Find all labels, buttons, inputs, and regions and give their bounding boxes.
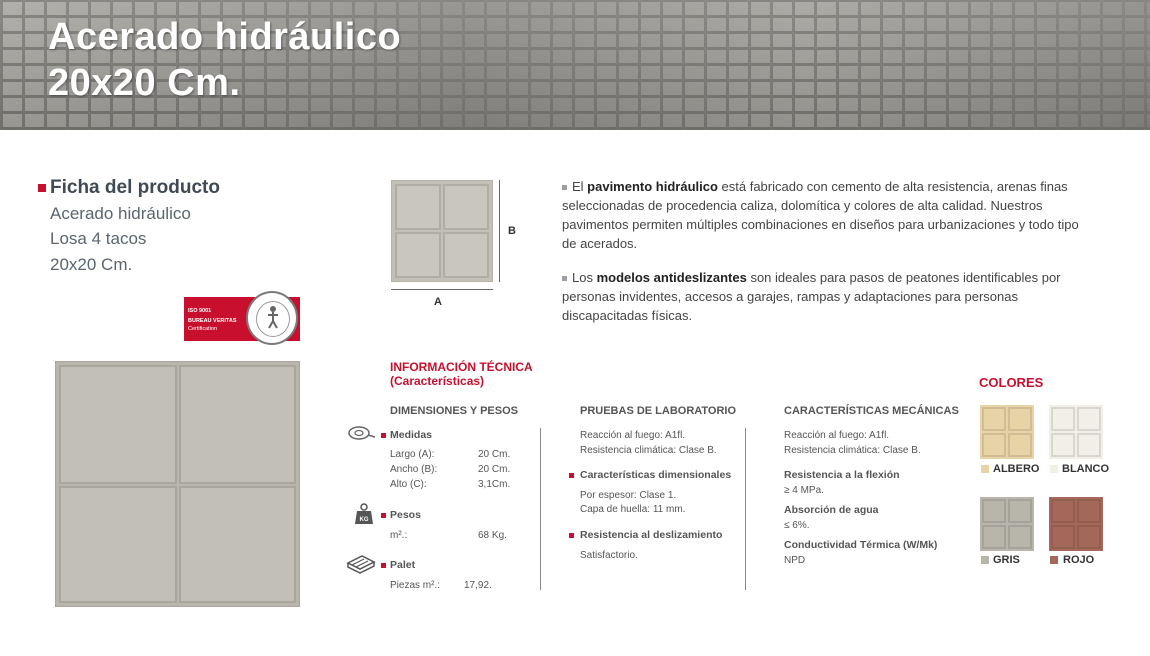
dimension-line-b bbox=[499, 180, 500, 282]
swatch-boss bbox=[1051, 407, 1075, 431]
info-title-line2: (Características) bbox=[390, 374, 485, 388]
bullet-icon bbox=[381, 433, 386, 438]
ficha-model: Losa 4 tacos bbox=[50, 229, 147, 248]
dimensionales-header: Características dimensionales bbox=[580, 469, 732, 481]
ficha-size: 20x20 Cm. bbox=[50, 255, 133, 274]
largo-label: Largo (A): bbox=[390, 449, 435, 460]
tile-diagram bbox=[391, 180, 493, 282]
bullet-icon bbox=[569, 533, 574, 538]
tile-boss bbox=[179, 365, 296, 484]
cert-bureau: BUREAU VERITAS bbox=[188, 318, 237, 324]
bullet-icon bbox=[562, 276, 567, 281]
color-swatch-blanco bbox=[1049, 405, 1103, 459]
swatch-boss bbox=[1008, 433, 1032, 457]
largo-value: 20 Cm. bbox=[478, 449, 511, 460]
svg-text:KG: KG bbox=[359, 517, 369, 523]
swatch-boss bbox=[1077, 525, 1101, 549]
deslizamiento-header: Resistencia al deslizamiento bbox=[580, 529, 723, 541]
seal-figure-icon bbox=[264, 305, 282, 329]
piezas-label: Piezas m².: bbox=[390, 580, 441, 591]
m2-value: 68 Kg. bbox=[478, 530, 507, 541]
espesor-value: Por espesor: Clase 1. bbox=[580, 490, 677, 501]
bullet-icon bbox=[381, 563, 386, 568]
cert-iso: ISO 9001 bbox=[188, 308, 212, 314]
tile-boss bbox=[395, 184, 441, 230]
m2-label: m².: bbox=[390, 530, 408, 541]
color-label-gris: GRIS bbox=[993, 554, 1020, 566]
banner-title-line1: Acerado hidráulico bbox=[48, 16, 402, 58]
colores-title: COLORES bbox=[979, 375, 1044, 390]
absorcion-value: ≤ 6%. bbox=[784, 520, 810, 531]
cert-certification: Certification bbox=[188, 326, 218, 332]
swatch-boss bbox=[982, 407, 1006, 431]
pallet-icon bbox=[346, 553, 376, 575]
pruebas-resistencia: Resistencia climática: Clase B. bbox=[580, 445, 717, 456]
flexion-value: ≥ 4 MPa. bbox=[784, 485, 824, 496]
swatch-boss bbox=[1008, 407, 1032, 431]
weight-kg-icon bbox=[354, 503, 374, 525]
bullet-icon bbox=[569, 473, 574, 478]
dimensiones-header: DIMENSIONES Y PESOS bbox=[390, 405, 518, 417]
tile-boss bbox=[179, 486, 296, 603]
ancho-value: 20 Cm. bbox=[478, 464, 511, 475]
pruebas-header: PRUEBAS DE LABORATORIO bbox=[580, 405, 737, 417]
bullet-icon bbox=[562, 185, 567, 190]
swatch-boss bbox=[1077, 407, 1101, 431]
color-chip-gris bbox=[981, 556, 989, 564]
flexion-label: Resistencia a la flexión bbox=[784, 469, 900, 481]
tile-boss bbox=[59, 365, 177, 484]
piezas-value: 17,92. bbox=[464, 580, 492, 591]
color-label-blanco: BLANCO bbox=[1062, 463, 1110, 475]
color-label-albero: ALBERO bbox=[993, 463, 1040, 475]
description-paragraph-2: Los modelos antideslizantes son ideales para pasos de peatones identificables por personas invidentes, accesos a garajes, rampas y adaptaciones para personas discapacitadas físicas. bbox=[562, 270, 1061, 323]
color-chip-albero bbox=[981, 465, 989, 473]
column-divider bbox=[745, 428, 746, 590]
swatch-boss bbox=[1008, 525, 1032, 549]
alto-label: Alto (C): bbox=[390, 479, 427, 490]
absorcion-label: Absorción de agua bbox=[784, 504, 879, 516]
pruebas-reaccion: Reacción al fuego: A1fl. bbox=[580, 430, 686, 441]
color-swatch-rojo bbox=[1049, 497, 1103, 551]
alto-value: 3,1Cm. bbox=[478, 479, 511, 490]
swatch-boss bbox=[1077, 499, 1101, 523]
swatch-boss bbox=[1077, 433, 1101, 457]
mecanicas-header: CARACTERÍSTICAS MECÁNICAS bbox=[784, 405, 959, 417]
swatch-boss bbox=[982, 499, 1006, 523]
certification-logo bbox=[184, 297, 300, 341]
swatch-boss bbox=[1051, 499, 1075, 523]
dimension-label-b: B bbox=[508, 225, 516, 237]
bureau-veritas-seal-icon bbox=[246, 291, 298, 345]
mecanicas-resistencia: Resistencia climática: Clase B. bbox=[784, 445, 921, 456]
banner-title-line2: 20x20 Cm. bbox=[48, 62, 241, 104]
info-title bbox=[390, 360, 533, 388]
column-divider bbox=[540, 428, 541, 590]
dimension-line-a bbox=[391, 289, 493, 290]
swatch-boss bbox=[1051, 525, 1075, 549]
tile-boss bbox=[59, 486, 177, 603]
medidas-label: Medidas bbox=[390, 429, 433, 441]
mecanicas-reaccion: Reacción al fuego: A1fl. bbox=[784, 430, 890, 441]
ancho-label: Ancho (B): bbox=[390, 464, 438, 475]
tile-boss bbox=[395, 232, 441, 278]
bullet-icon bbox=[381, 513, 386, 518]
swatch-boss bbox=[1008, 499, 1032, 523]
pesos-label: Pesos bbox=[390, 509, 421, 521]
description-paragraph-1: El pavimento hidráulico está fabricado con cemento de alta resistencia, arenas finas seleccionadas de procedencia caliza, dolomítica y colores de alta calidad. Nuestros pavimentos permiten múltiples combinaciones en diseños para urbanizaciones y todo tipo de acerados. bbox=[562, 179, 1079, 251]
swatch-boss bbox=[1051, 433, 1075, 457]
color-swatch-gris bbox=[980, 497, 1034, 551]
banner-title bbox=[48, 14, 401, 106]
color-chip-rojo bbox=[1050, 556, 1058, 564]
tile-boss bbox=[443, 184, 489, 230]
swatch-boss bbox=[982, 525, 1006, 549]
ficha-product-name: Acerado hidráulico bbox=[50, 204, 191, 223]
color-label-rojo: ROJO bbox=[1063, 554, 1095, 566]
deslizamiento-value: Satisfactorio. bbox=[580, 550, 638, 561]
color-chip-blanco bbox=[1050, 465, 1058, 473]
palet-label: Palet bbox=[390, 559, 416, 571]
conductividad-value: NPD bbox=[784, 555, 806, 566]
swatch-boss bbox=[982, 433, 1006, 457]
conductividad-label: Conductividad Térmica (W/Mk) bbox=[784, 539, 938, 551]
color-swatch-albero bbox=[980, 405, 1034, 459]
ficha-title: Ficha del producto bbox=[50, 177, 220, 198]
tile-product-photo bbox=[55, 361, 300, 607]
huella-value: Capa de huella: 11 mm. bbox=[580, 504, 686, 515]
tile-boss bbox=[443, 232, 489, 278]
dimension-label-a: A bbox=[434, 296, 442, 308]
ficha-bullet-icon bbox=[38, 184, 46, 192]
info-title-line1: INFORMACIÓN TÉCNICA bbox=[390, 360, 533, 374]
tape-measure-icon bbox=[348, 425, 376, 441]
